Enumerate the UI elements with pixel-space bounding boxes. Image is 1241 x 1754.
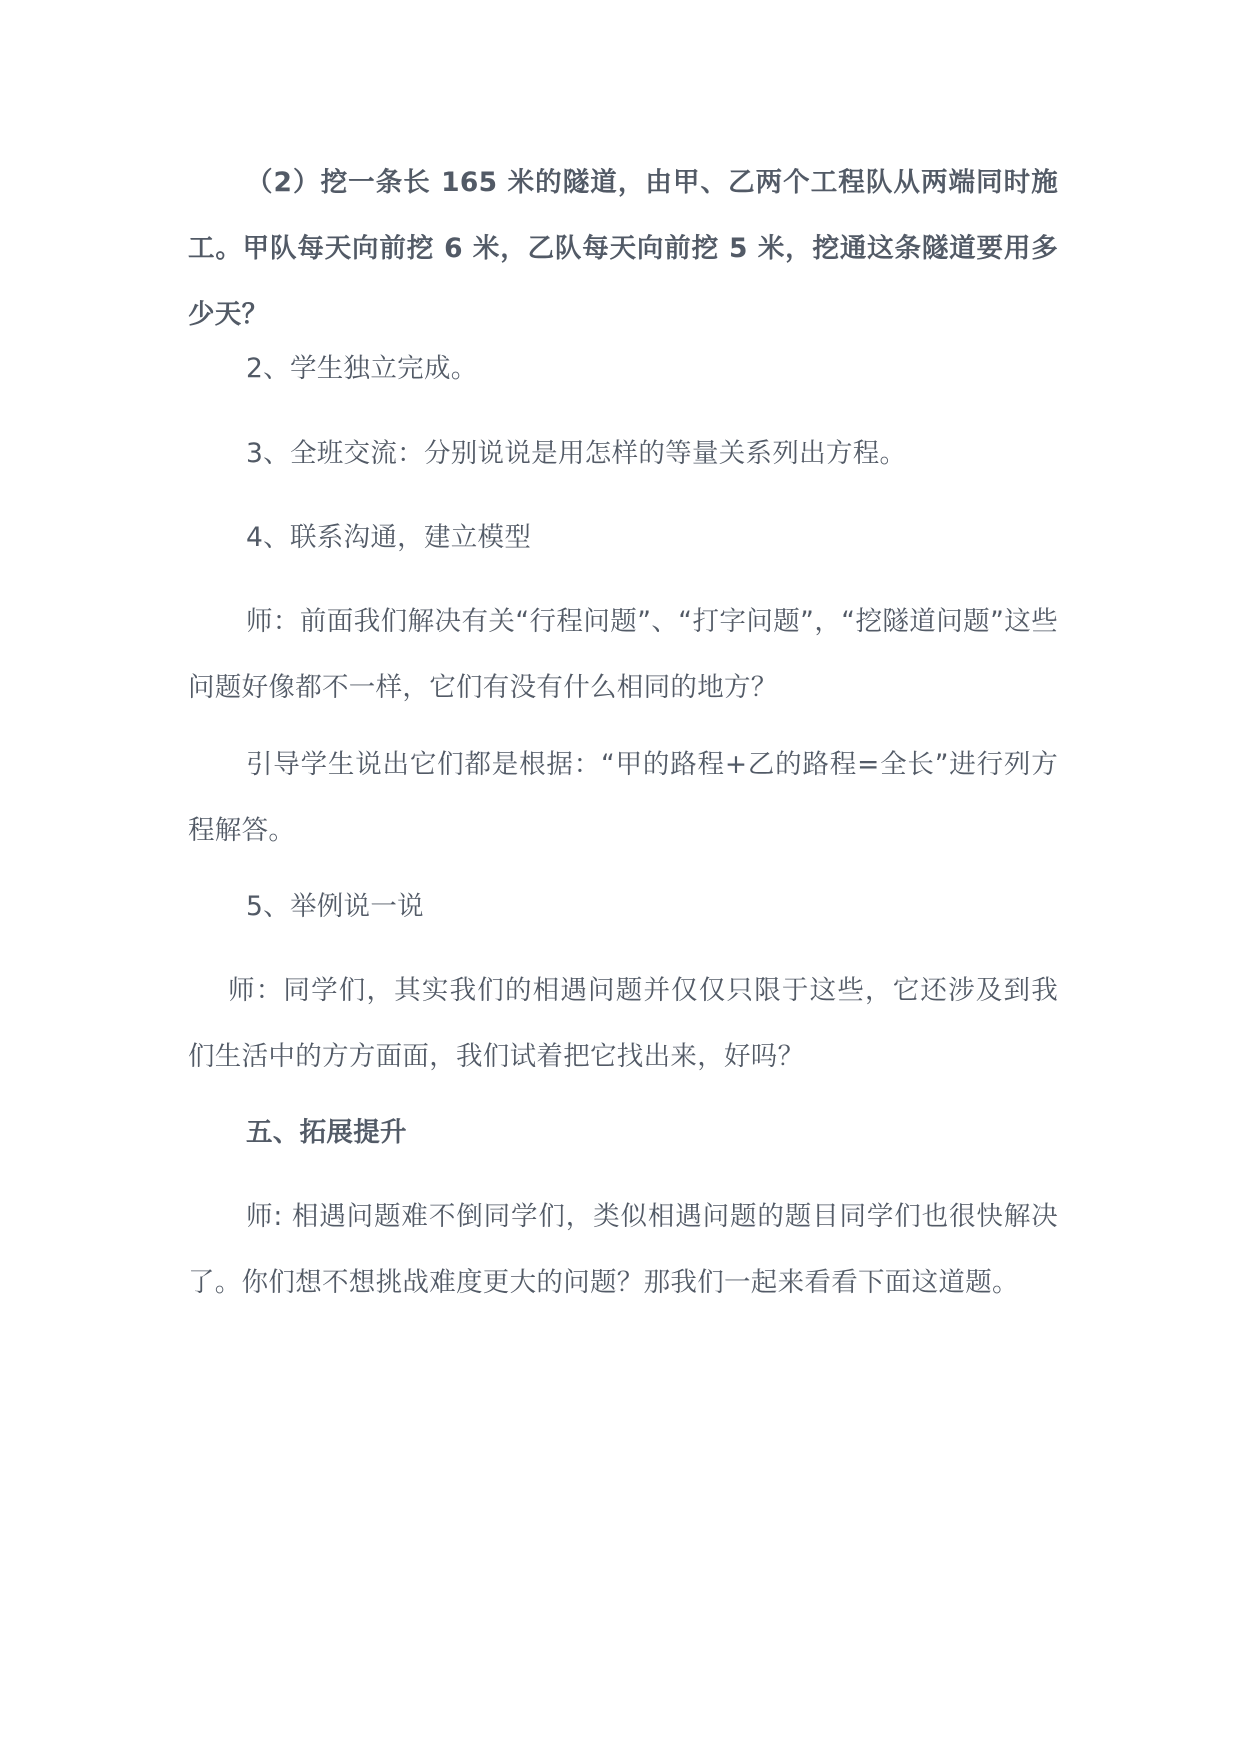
teacher-question-paragraph: 师：前面我们解决有关“行程问题”、“打字问题”，“挖隧道问题”这些问题好像都不一样，它们有没有什么相同的地方？ <box>188 606 1058 703</box>
step-3-paragraph: 3、全班交流：分别说说是用怎样的等量关系列出方程。 <box>246 438 907 469</box>
extension-paragraph: 师: 相遇问题难不倒同学们，类似相遇问题的题目同学们也很快解决了。你们想不想挑战难度更大的问题？那我们一起来看看下面这道题。 <box>188 1201 1058 1298</box>
section-5-heading: 五、拓展提升 <box>246 1117 407 1148</box>
teacher-examples-paragraph: 师：同学们，其实我们的相遇问题并仅仅只限于这些，它还涉及到我们生活中的方方面面，我们试着把它找出来，好吗？ <box>188 975 1058 1072</box>
problem-2-paragraph: （2）挖一条长 165 米的隧道，由甲、乙两个工程队从两端同时施工。甲队每天向前挖 6 米，乙队每天向前挖 5 米，挖通这条隧道要用多少天？ <box>188 167 1058 330</box>
step-5-heading: 5、举例说一说 <box>246 891 424 922</box>
guidance-paragraph: 引导学生说出它们都是根据：“甲的路程+乙的路程=全长”进行列方程解答。 <box>188 749 1058 846</box>
step-4-heading: 4、联系沟通，建立模型 <box>246 522 532 553</box>
step-2-paragraph: 2、学生独立完成。 <box>246 353 478 384</box>
